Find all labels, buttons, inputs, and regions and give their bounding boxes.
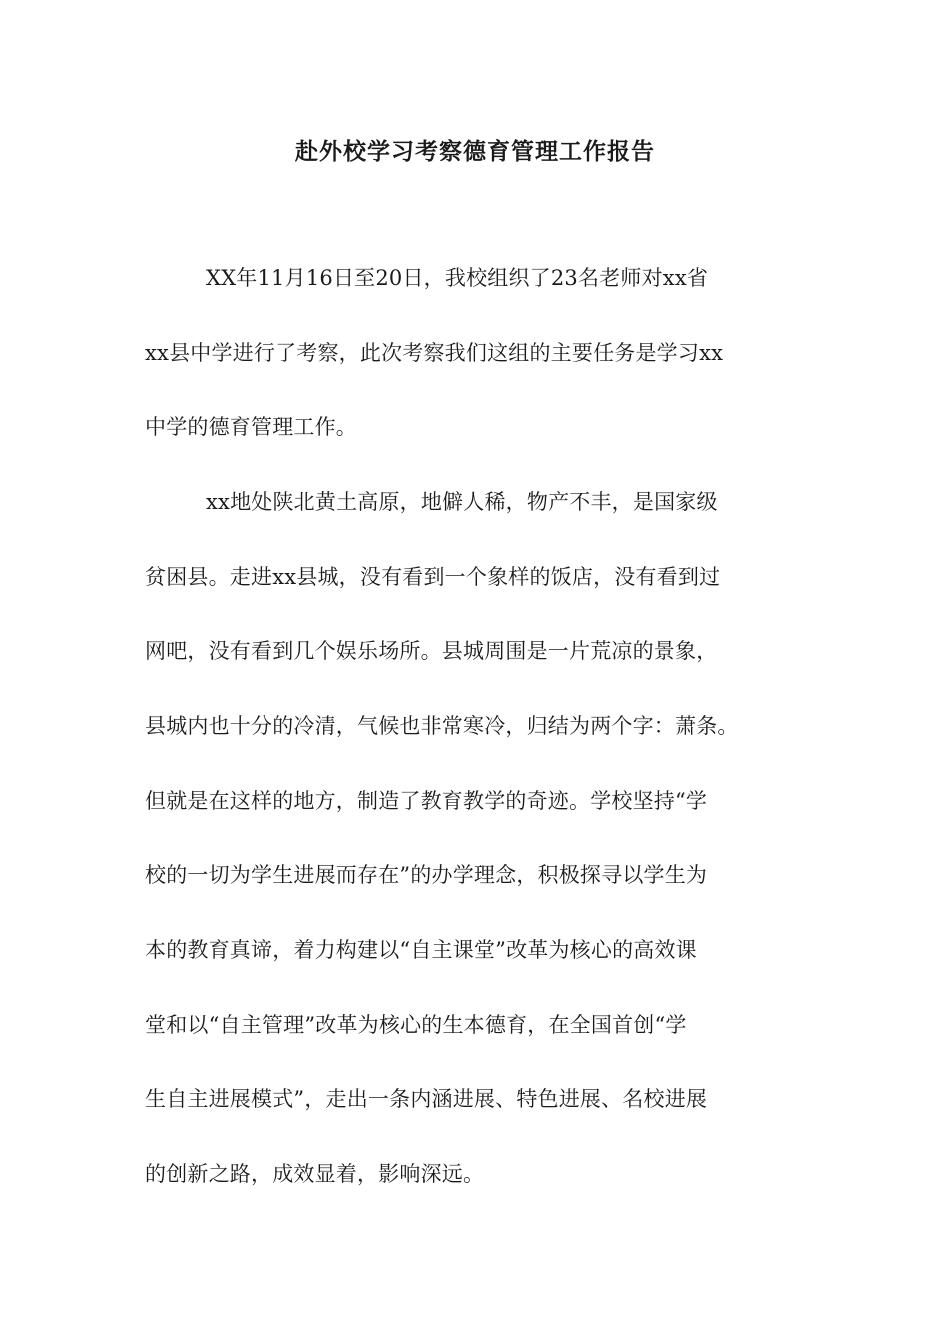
paragraph-line: 本的教育真谛，着力构建以“自主课堂”改革为核心的高效课 [145,938,697,962]
paragraph-line: 中学的德育管理工作。 [145,415,357,439]
paragraph-line: 县城内也十分的冷清，气候也非常寒冷，归结为两个字：萧条。 [145,714,739,738]
paragraph-line: 的创新之路，成效显着，影响深远。 [145,1162,485,1186]
paragraph-line: 堂和以“自主管理”改革为核心的生本德育，在全国首创“学 [145,1013,687,1037]
paragraph-line: 生自主进展模式”，走出一条内涵进展、特色进展、名校进展 [145,1087,708,1111]
document-title: 赴外校学习考察德育管理工作报告 [295,138,655,165]
paragraph-line: 网吧，没有看到几个娱乐场所。县城周围是一片荒凉的景象， [145,639,718,663]
paragraph-line: xx地处陕北黄土高原，地僻人稀，物产不丰，是国家级 [206,490,718,514]
paragraph-line: xx县中学进行了考察，此次考察我们这组的主要任务是学习xx [145,341,724,365]
paragraph-line: 贫困县。走进xx县城，没有看到一个象样的饭店，没有看到过 [145,565,721,589]
paragraph-line: XX年11月16日至20日，我校组织了23名老师对xx省 [206,266,709,290]
paragraph-line: 校的一切为学生进展而存在”的办学理念，积极探寻以学生为 [145,863,708,887]
paragraph-line: 但就是在这样的地方，制造了教育教学的奇迹。学校坚持“学 [145,789,708,813]
